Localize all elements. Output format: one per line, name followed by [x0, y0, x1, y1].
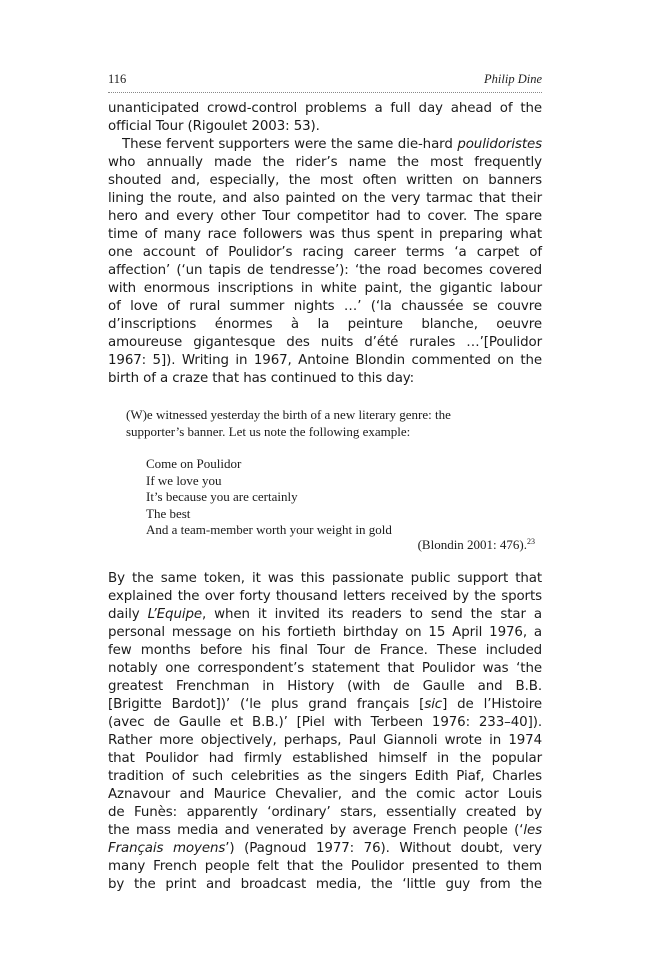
text-line: of love of rural summer nights …’ (‘la chaussée se couvre	[108, 299, 542, 314]
text-line: many French people felt that the Poulidor presented to them	[108, 859, 542, 874]
text-line: official Tour (Rigoulet 2003: 53).	[108, 119, 320, 134]
header-rule	[108, 92, 542, 93]
text-line: personal message on his fortieth birthday on 15 April 1976, a	[108, 625, 542, 640]
footnote-marker[interactable]: 23	[527, 537, 535, 546]
text-line	[108, 136, 542, 154]
banner-verse	[146, 456, 536, 539]
text-line: de Funès: apparently ‘ordinary’ stars, essentially created by	[108, 805, 542, 820]
text-line: the mass media and venerated by average French people (‘les	[108, 823, 542, 838]
verse-line: Come on Poulidor	[146, 456, 242, 471]
text-line: explained the over forty thousand letters received by the sports	[108, 589, 542, 604]
block-quote	[126, 406, 536, 440]
text-line: [Brigitte Bardot])’ (‘le plus grand français [sic] de l’Histoire	[108, 697, 542, 712]
running-author: Philip Dine	[484, 72, 542, 86]
text-line: greatest Frenchman in History (with de Gaulle and B.B.	[108, 679, 542, 694]
text-line-italic: L’Equipe	[147, 607, 202, 622]
text-line: unanticipated crowd-control problems a full day ahead of the	[108, 101, 542, 116]
text-line: 1967: 5]). Writing in 1967, Antoine Blondin commented on the	[108, 353, 542, 368]
quote-line: supporter’s banner. Let us note the following example:	[126, 424, 411, 439]
verse-line: The best	[146, 505, 191, 521]
text-line: Aznavour and Maurice Chevalier, and the comic actor Louis	[108, 787, 542, 802]
text-line: Français moyens’) (Pagnoud 1977: 76). Without doubt, very	[108, 841, 542, 856]
text-line: that Poulidor had firmly established himself in the popular	[108, 751, 542, 766]
text-line: amoureuse gigantesque des nuits d’été rurales …’[Poulidor	[108, 335, 542, 350]
text-line-italic: les	[523, 823, 542, 838]
text-line: who annually made the rider’s name the most frequently	[108, 155, 542, 170]
verse-line: And a team-member worth your weight in gold	[146, 522, 392, 537]
text-line-italic: sic	[424, 697, 443, 712]
verse-line: If we love you	[146, 472, 222, 488]
text-block-2	[108, 570, 542, 894]
text-block-1	[108, 100, 542, 388]
text-line: d’inscriptions énormes à la peinture blanche, oeuvre	[108, 317, 542, 332]
text-line: Rather more objectively, perhaps, Paul Giannoli wrote in 1974	[108, 733, 542, 748]
text-line: by the print and broadcast media, the ‘little guy from the	[108, 877, 542, 892]
page-number: 116	[108, 72, 127, 86]
text-line: shouted and, especially, the most often written on banners	[108, 173, 542, 188]
citation-text: (Blondin 2001: 476).	[417, 537, 527, 552]
text-line: one account of Poulidor’s racing career terms ‘a carpet of	[108, 245, 542, 260]
text-line: By the same token, it was this passionate public support that	[108, 571, 542, 586]
text-line: with enormous inscriptions in white paint, the gigantic labour	[108, 281, 542, 296]
text-line: affection’ (‘un tapis de tendresse’): ‘the road becomes covered	[108, 263, 542, 278]
text-line: notably one correspondent’s statement that Poulidor was ‘the	[108, 661, 542, 676]
text-line: daily L’Equipe, when it invited its readers to send the star a	[108, 607, 542, 622]
text-line: birth of a craze that has continued to this day:	[108, 371, 415, 386]
text-line: lining the route, and also painted on the very tarmac that their	[108, 191, 542, 206]
text-line: time of many race followers was thus spent in preparing what	[108, 227, 542, 242]
verse-line: It’s because you are certainly	[146, 489, 298, 504]
quote-citation	[418, 537, 535, 553]
text-line-italic: poulidoristes	[457, 137, 542, 152]
running-header	[108, 70, 542, 90]
quote-line: (W)e witnessed yesterday the birth of a new literary genre: the	[126, 407, 451, 422]
text-line: few months before his final Tour de France. These included	[108, 643, 542, 658]
text-line-italic: Français moyens	[108, 841, 226, 856]
text-line-lead: These fervent supporters were the same die-hard	[122, 137, 458, 152]
text-line: tradition of such celebrities as the singers Edith Piaf, Charles	[108, 769, 542, 784]
text-line: hero and every other Tour competitor had to cover. The spare	[108, 209, 542, 224]
text-line: (avec de Gaulle et B.B.)’ [Piel with Terbeen 1976: 233–40]).	[108, 715, 542, 730]
